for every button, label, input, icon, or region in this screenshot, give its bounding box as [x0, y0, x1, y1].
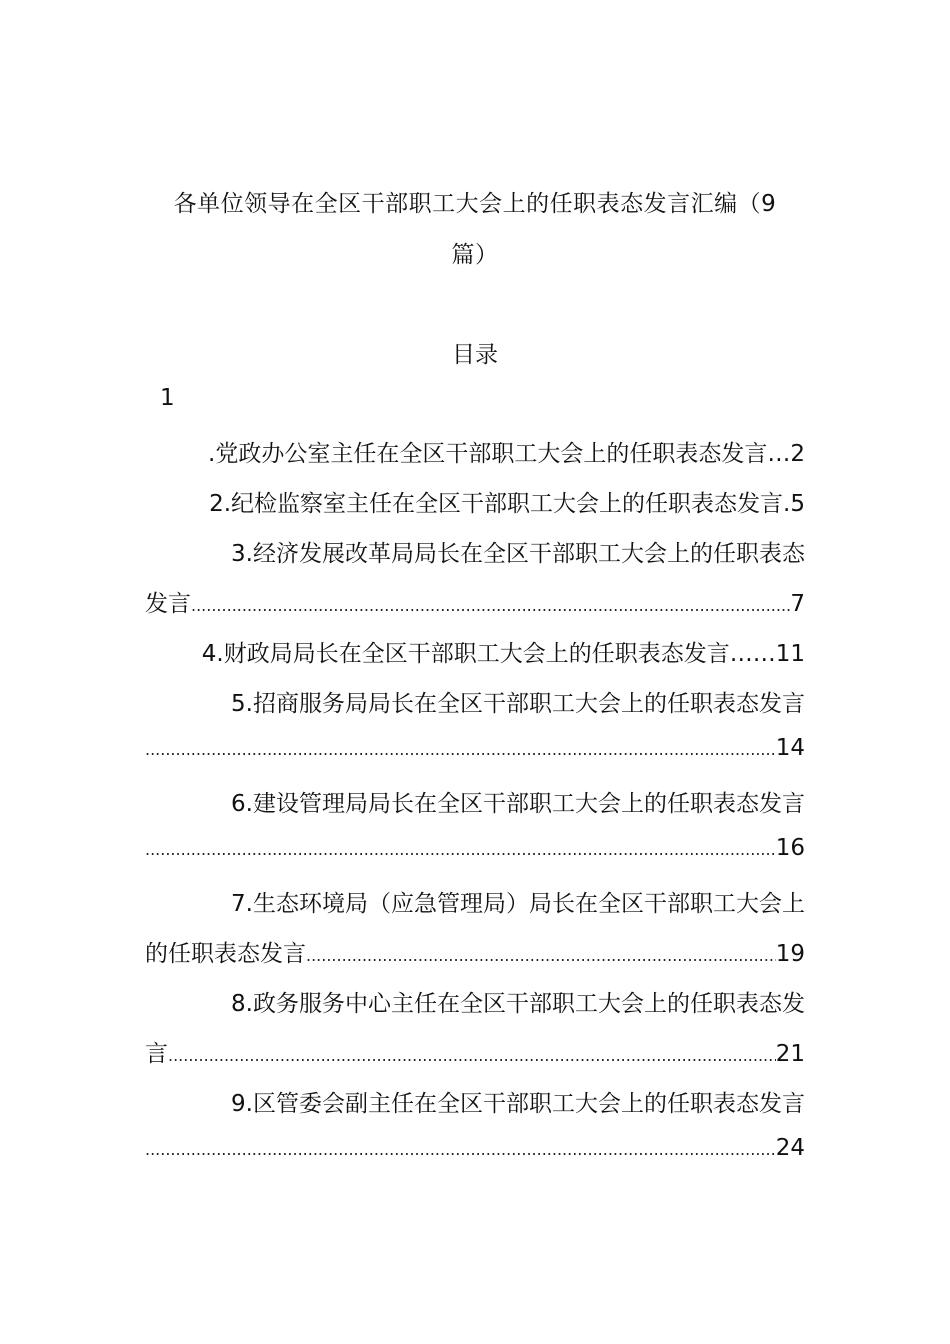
toc-entry-page: 5	[790, 491, 805, 517]
toc-entry-title-continued: 言	[145, 1041, 168, 1067]
toc-leader	[145, 840, 776, 859]
toc-entry-5-continued[interactable]	[145, 735, 805, 767]
toc-leader	[191, 596, 790, 615]
toc-entry-title: .党政办公室主任在全区干部职工大会上的任职表态发言	[208, 441, 768, 467]
toc-entry-7-continued[interactable]	[145, 935, 805, 967]
toc-entry-5[interactable]	[145, 685, 805, 717]
toc-entry-page: 21	[775, 1041, 805, 1067]
toc-entry-3-continued[interactable]	[145, 585, 805, 617]
toc-entry-title: 6.建设管理局局长在全区干部职工大会上的任职表态发言	[231, 791, 805, 817]
toc-entry-page: 11	[775, 641, 805, 667]
toc-leader	[168, 1046, 776, 1065]
toc-entry-title-continued: 发言	[145, 591, 191, 617]
toc-entry-8[interactable]	[145, 985, 805, 1017]
document-title-line-1: 各单位领导在全区干部职工大会上的任职表态发言汇编（9	[173, 191, 777, 217]
toc-leader	[145, 740, 776, 759]
toc-leader: …	[767, 441, 791, 467]
toc-entry-9[interactable]	[145, 1085, 805, 1117]
toc-leader: ……	[729, 641, 776, 667]
toc-entry-title: 8.政务服务中心主任在全区干部职工大会上的任职表态发	[231, 991, 805, 1017]
toc-entry-title: 4.财政局局长在全区干部职工大会上的任职表态发言	[201, 641, 730, 667]
toc-heading: 目录	[452, 342, 498, 368]
toc-leader: .	[783, 491, 791, 517]
toc-entry-page: 24	[775, 1135, 805, 1161]
toc-entry-title: 2.纪检监察室主任在全区干部职工大会上的任职表态发言	[209, 491, 784, 517]
toc-entry-title: 9.区管委会副主任在全区干部职工大会上的任职表态发言	[231, 1091, 805, 1117]
toc-entry-title: 7.生态环境局（应急管理局）局长在全区干部职工大会上	[231, 891, 805, 917]
toc-number: 1	[160, 385, 175, 411]
toc-leader	[306, 946, 776, 965]
toc-entry-title: 3.经济发展改革局局长在全区干部职工大会上的任职表态	[231, 541, 805, 567]
toc-entry-7[interactable]	[145, 885, 805, 917]
toc-entry-2[interactable]	[145, 485, 805, 517]
toc-entry-4[interactable]	[145, 635, 805, 667]
toc-entry-6-continued[interactable]	[145, 835, 805, 867]
toc-entry-9-continued[interactable]	[145, 1135, 805, 1167]
toc-entry-title: 5.招商服务局局长在全区干部职工大会上的任职表态发言	[231, 691, 805, 717]
toc-entry-page: 19	[775, 941, 805, 967]
toc-entry-8-continued[interactable]	[145, 1035, 805, 1067]
toc-leader	[145, 1140, 776, 1159]
toc-entry-3[interactable]	[145, 535, 805, 567]
toc-entry-1[interactable]	[145, 435, 805, 467]
toc-entry-6[interactable]	[145, 785, 805, 817]
toc-entry-page: 16	[775, 835, 805, 861]
toc-entry-title-continued: 的任职表态发言	[145, 941, 306, 967]
toc-entry-page: 2	[790, 441, 805, 467]
toc-entry-page: 7	[790, 591, 805, 617]
document-title-line-2: 篇）	[451, 242, 499, 268]
toc-entry-page: 14	[775, 735, 805, 761]
